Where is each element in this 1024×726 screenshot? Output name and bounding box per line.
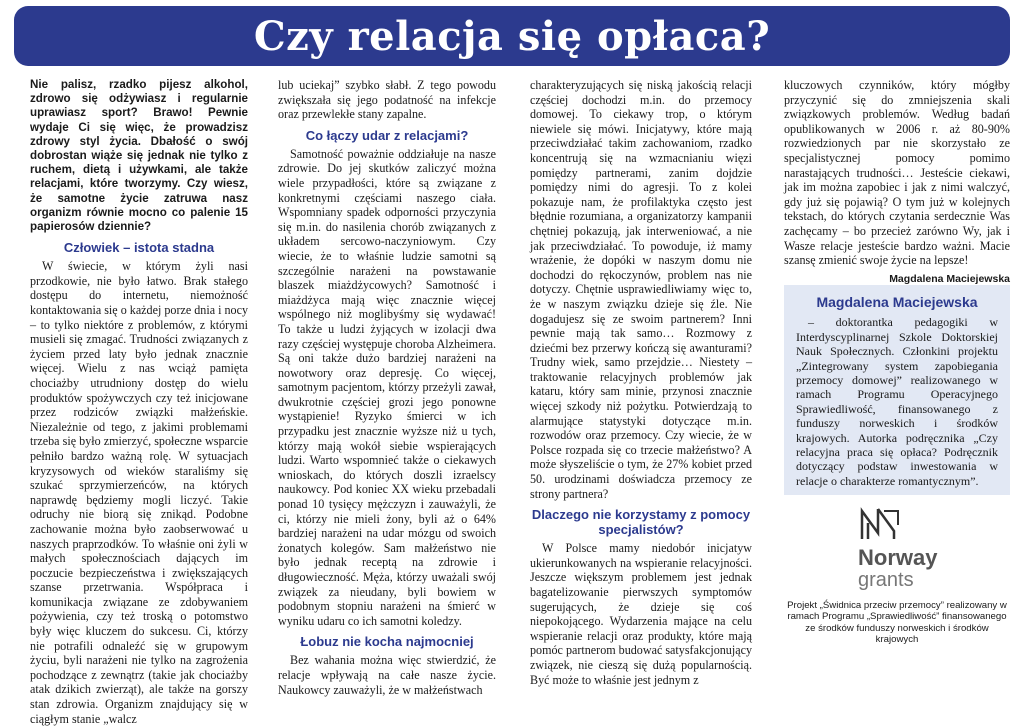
section-heading: Człowiek – istota stadna xyxy=(63,240,215,256)
body-paragraph: W świecie, w którym żyli nasi przodkowie, nie było łatwo. Brak stałego dostępu do internetu, niemożność kontaktowania się o każdej porze dnia i nocy – to tylko niektóre z problemów, z którymi musieli się zmagać. Trudności związanych z życiem przed laty było jednak znacznie więcej. Wielu z nas wciąż pamięta chociażby utrudniony dostęp do wielu produktów spożywczych czy też inicjowane przez rodziców związki małżeńskie. Niezależnie od tego, z jakimi problemami trzeba się było zmierzyć, społeczne wsparcie pełniło bardzo ważną rolę. W sytuacjach kryzysowych od wieków staraliśmy się szukać sprzymierzeńców, na których naprawdę będziemy mogli liczyć. Takie odruchy nie biorą się znikąd. Podobne zachowanie można było zaobserwować u naszych praprzodków. To właśnie oni żyli w małych społecznościach dających im poczucie bezpieczeństwa i zwiększających szanse przetrwania. Współpraca i komunikacja związane ze zdobywaniem pożywienia, czy też troską o potomstwo były więc kluczem do sukcesu. Ci, którzy nie potrafili odnaleźć się w grupowym życiu, byli narażeni nie tylko na zagrożenia pochodzące z zewnątrz (takie jak chociażby atak dzikich zwierząt), ale także na gorszy stan zdrowia. Organizm znajdujący się w ciągłym stanie „walcz xyxy=(30,259,248,726)
section-heading: Dlaczego nie korzystamy z pomocy specjalistów? xyxy=(531,507,751,538)
column-1 xyxy=(30,78,248,726)
norway-grants-icon xyxy=(858,505,902,543)
section-heading: Co łączy udar z relacjami? xyxy=(305,127,469,143)
title-banner xyxy=(14,6,1010,66)
author-signature: Magdalena Maciejewska xyxy=(889,272,1010,285)
body-paragraph: Bez wahania można więc stwierdzić, że relacje wpływają na całe nasze życie. Naukowcy zauważyli, że w małżeństwach xyxy=(278,653,496,697)
logo-text-norway: Norway xyxy=(858,545,938,570)
section-heading: Łobuz nie kocha najmocniej xyxy=(300,634,474,650)
logo-text-grants: grants xyxy=(858,569,914,591)
body-paragraph: W Polsce mamy niedobór inicjatyw ukierunkowanych na wspieranie relacyjności. Jeszcze większym problemem jest jednak bagatelizowanie pierwszych symptomów sugerujących, że dzieje się coś niepokojącego. Wydarzenia mające na celu wspieranie relacji oraz produkty, które mają pomóc partnerom budować satysfakcjonujący związek, nie cieszą się dużą popularnością. Być może to właśnie jest jednym z xyxy=(530,541,752,687)
bio-name: Magdalena Maciejewska xyxy=(816,294,978,310)
author-bio-box xyxy=(784,285,1010,495)
bio-text: – doktorantka pedagogiki w Interdyscyplinarnej Szkole Doktorskiej Nauk Społecznych. Członkini projektu „Zintegrowany system zapobiegania przemocy domowej” realizowanego w ramach Programu Operacyjnego Sprawiedliwość, finansowanego z funduszy norweskich i środków krajowych. Autorka podręcznika „Czy relacyjna praca się opłaca? Podręcznik dotyczący podstaw inwestowania w relacje o charakterze romantycznym”. xyxy=(796,315,998,488)
body-paragraph: lub uciekaj” szybko słabł. Z tego powodu zwiększała się jego podatność na infekcje oraz przewlekłe stany zapalne. xyxy=(278,78,496,122)
lead-paragraph: Nie palisz, rzadko pijesz alkohol, zdrowo się odżywiasz i regularnie uprawiasz sport? Brawo! Pewnie wydaje Ci się więc, że prowadzisz zdrowy styl życia. Dbałość o swój dobrostan wiąże się jednak nie tylko z ruchem, dietą i używkami, ale także relacjami, które tworzymy. Czy wiesz, że samotne życie zatruwa nasz organizm równie mocno co palenie 15 papierosów dziennie? xyxy=(30,78,248,234)
column-2 xyxy=(278,78,496,697)
norway-grants-logo xyxy=(858,505,948,595)
body-paragraph: charakteryzujących się niską jakością relacji częściej dochodzi m.in. do przemocy domowej. To ciekawy trop, o którym niewiele się mówi. Inicjatywy, które mają przeciwdziałać takim zachowaniom, rzadko koncentrują się na wzmacnianiu więzi pomiędzy partnerami, zanim dojdzie pomiędzy nimi do agresji. To z kolei pokazuje nam, że profilaktyka często jest błędnie rozumiana, a organizatorzy kampanii chętniej pokazują, jak interweniować, a nie jak przeciwdziałać. To powoduje, iż mamy wrażenie, że dopóki w naszym domu nie dochodzi do rękoczynów, problem nas nie dotyczy. Chętnie usprawiedliwiamy więc to, że w naszym związku dzieje się źle. Nie dogadujesz się ze swoim partnerem? Inni pewnie mają tak samo… Rozmowy z dziećmi bez przerwy kończą się awanturami? Trudny wiek, samo przejdzie… Niestety – traktowanie relacyjnych problemów jak kataru, który sam minie, przynosi znacznie więcej szkody niż pożytku. Potwierdzają to alarmujące statystyki dotyczące m.in. rozwodów oraz przemocy. Czy wiecie, że w Polsce rozpada się co trzecie małżeństwo? A może słyszeliście o tym, że 27% kobiet przed 50. urodzinami doświadcza przemocy ze strony partnera? xyxy=(530,78,752,501)
page-title: Czy relacja się opłaca? xyxy=(253,12,771,60)
column-3 xyxy=(530,78,752,687)
column-4 xyxy=(784,78,1010,285)
project-footer: Projekt „Świdnica przeciw przemocy” realizowany w ramach Programu „Sprawiedliwość” finansowanego ze środków funduszy norweskich i środków krajowych xyxy=(787,600,1007,646)
body-paragraph: Samotność poważnie oddziałuje na nasze zdrowie. Do jej skutków zaliczyć można wiele przypadłości, które są związane z konkretnymi częściami naszego ciała. Wspomniany spadek odporności przyczynia się m.in. do nasilenia chorób związanych z układem sercowo-naczyniowym. Czy wiecie, że to właśnie ludzie samotni są szczególnie narażeni na powstawanie blaszek miażdżycowych? Samotność i miażdżyca mają więc znacznie więcej wspólnego niż moglibyśmy się wydawać! To także u ludzi żyjących w izolacji dwa razy częściej występuje choroba Alzheimera. Są oni także dużo bardziej narażeni na nowotwory oraz depresję. Co więcej, samotnym pacjentom, którzy przeżyli zawał, dwukrotnie częściej grozi jego ponowne wystąpienie! Ryzyko śmierci w ich przypadku jest znacznie wyższe niż u tych, którzy mają wokół siebie wspierających ludzi. Warto wspomnieć także o ciekawych wnioskach, do których doszli izraelscy naukowcy. Pod koniec XX wieku przebadali ponad 10 tysięcy mężczyzn i zauważyli, że ci, którzy nie mieli żony, byli aż o 64% bardziej narażeni na udar mózgu od swoich żonatych kolegów. Sam małżeństwo nie było jednak receptą na zdrowie i długowieczność. Męża, którzy uważali swój związek za nieudany, byli bowiem w podobnym stopniu narażeni na śmierć w wyniku udaru co ich samotni koledzy. xyxy=(278,146,496,628)
body-paragraph: kluczowych czynników, który mógłby przyczynić się do zmniejszenia skali związkowych problemów. Według badań opublikowanych w 2006 r. aż 80-90% rozwiedzionych par nie skorzystało ze specjalistycznej pomocy pomimo narastających trudności… Jesteście ciekawi, jak im można zapobiec i jak z nimi walczyć, gdy już się pojawią? O tym już w kolejnych tekstach, do których czytania serdecznie Was zachęcamy – bo przecież zarówno Wy, jak i Wasze relacje jesteście bardzo ważni. Macie szansę zmienić swoje życie na lepsze! xyxy=(784,78,1010,268)
